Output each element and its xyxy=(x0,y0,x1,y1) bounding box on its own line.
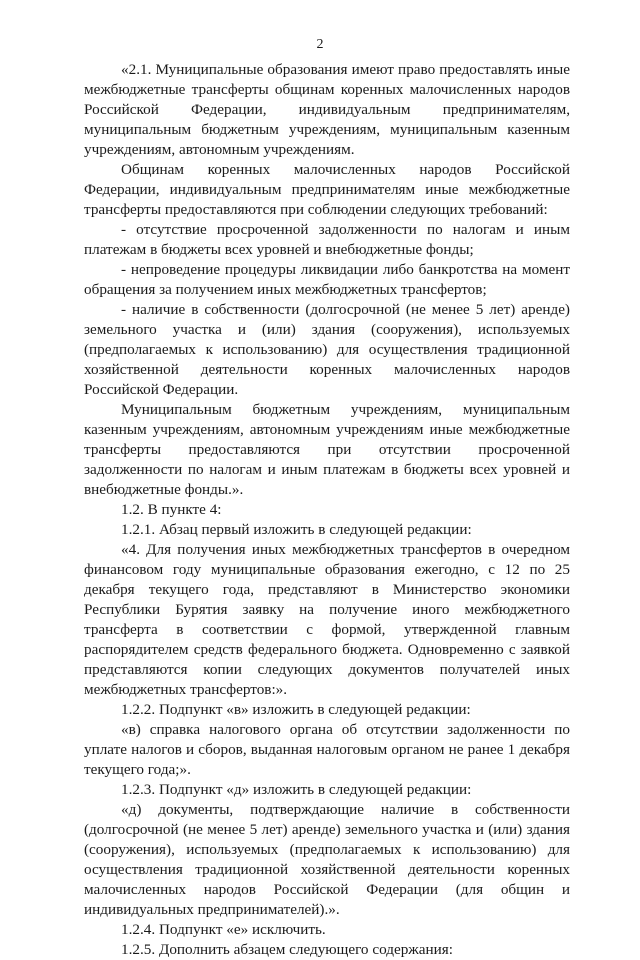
list-item-no-debt: - отсутствие просроченной задолженности по налогам и иным платежам в бюджеты всех уровней и внебюджетные фонды; xyxy=(84,221,570,258)
paragraph-point-4: «4. Для получения иных межбюджетных трансфертов в очередном финансовом году муниципальные образования ежегодно, с 12 по 25 декабря текущего года, представляют в Министерство экономики Республики Бурятия заявку на получение иного межбюджетного трансферта в соответствии с формой, утвержденной главным распорядителем средств федерального бюджета. Одновременно с заявкой представляются копии следующих документов получателей иных межбюджетных трансфертов:». xyxy=(84,541,570,698)
document-body xyxy=(84,60,570,960)
list-item-no-liquidation: - непроведение процедуры ликвидации либо банкротства на момент обращения за получением иных межбюджетных трансфертов; xyxy=(84,261,570,298)
paragraph-1-2: 1.2. В пункте 4: xyxy=(121,501,222,518)
paragraph-communities-requirements: Общинам коренных малочисленных народов Российской Федерации, индивидуальным предпринимателям иные межбюджетные трансферты предоставляются при соблюдении следующих требований: xyxy=(84,161,570,218)
paragraph-1-2-4: 1.2.4. Подпункт «е» исключить. xyxy=(121,921,326,938)
paragraph-institutions: Муниципальным бюджетным учреждениям, муниципальным казенным учреждениям, автономным учреждениям иные межбюджетные трансферты предоставляются при отсутствии просроченной задолженности по налогам и иным платежам в бюджеты всех уровней и внебюджетные фонды.». xyxy=(84,401,570,498)
paragraph-1-2-2: 1.2.2. Подпункт «в» изложить в следующей редакции: xyxy=(121,701,471,718)
page-number: 2 xyxy=(316,37,324,52)
paragraph-1-2-3: 1.2.3. Подпункт «д» изложить в следующей редакции: xyxy=(121,781,472,798)
list-item-land-ownership: - наличие в собственности (долгосрочной (не менее 5 лет) аренде) земельного участка и (или) здания (сооружения), используемых (предполагаемых к использованию) для осуществления традиционной хозяйственной деятельности коренных малочисленных народов Российской Федерации. xyxy=(84,301,570,398)
paragraph-subpoint-d: «д) документы, подтверждающие наличие в собственности (долгосрочной (не менее 5 лет) аренде) земельного участка и (или) здания (сооружения), используемых (предполагаемых к использованию) для осуществления традиционной хозяйственной деятельности коренных малочисленных народов Российской Федерации (для общин и индивидуальных предпринимателей).». xyxy=(84,801,570,918)
paragraph-2-1: «2.1. Муниципальные образования имеют право предоставлять иные межбюджетные трансферты общинам коренных малочисленных народов Российской Федерации, индивидуальным предпринимателям, муниципальным бюджетным учреждениям, муниципальным казенным учреждениям, автономным учреждениям. xyxy=(84,61,570,158)
paragraph-1-2-5: 1.2.5. Дополнить абзацем следующего содержания: xyxy=(121,941,453,958)
paragraph-subpoint-v: «в) справка налогового органа об отсутствии задолженности по уплате налогов и сборов, выданная налоговым органом не ранее 1 декабря текущего года;». xyxy=(84,721,570,778)
paragraph-1-2-1: 1.2.1. Абзац первый изложить в следующей редакции: xyxy=(121,521,472,538)
